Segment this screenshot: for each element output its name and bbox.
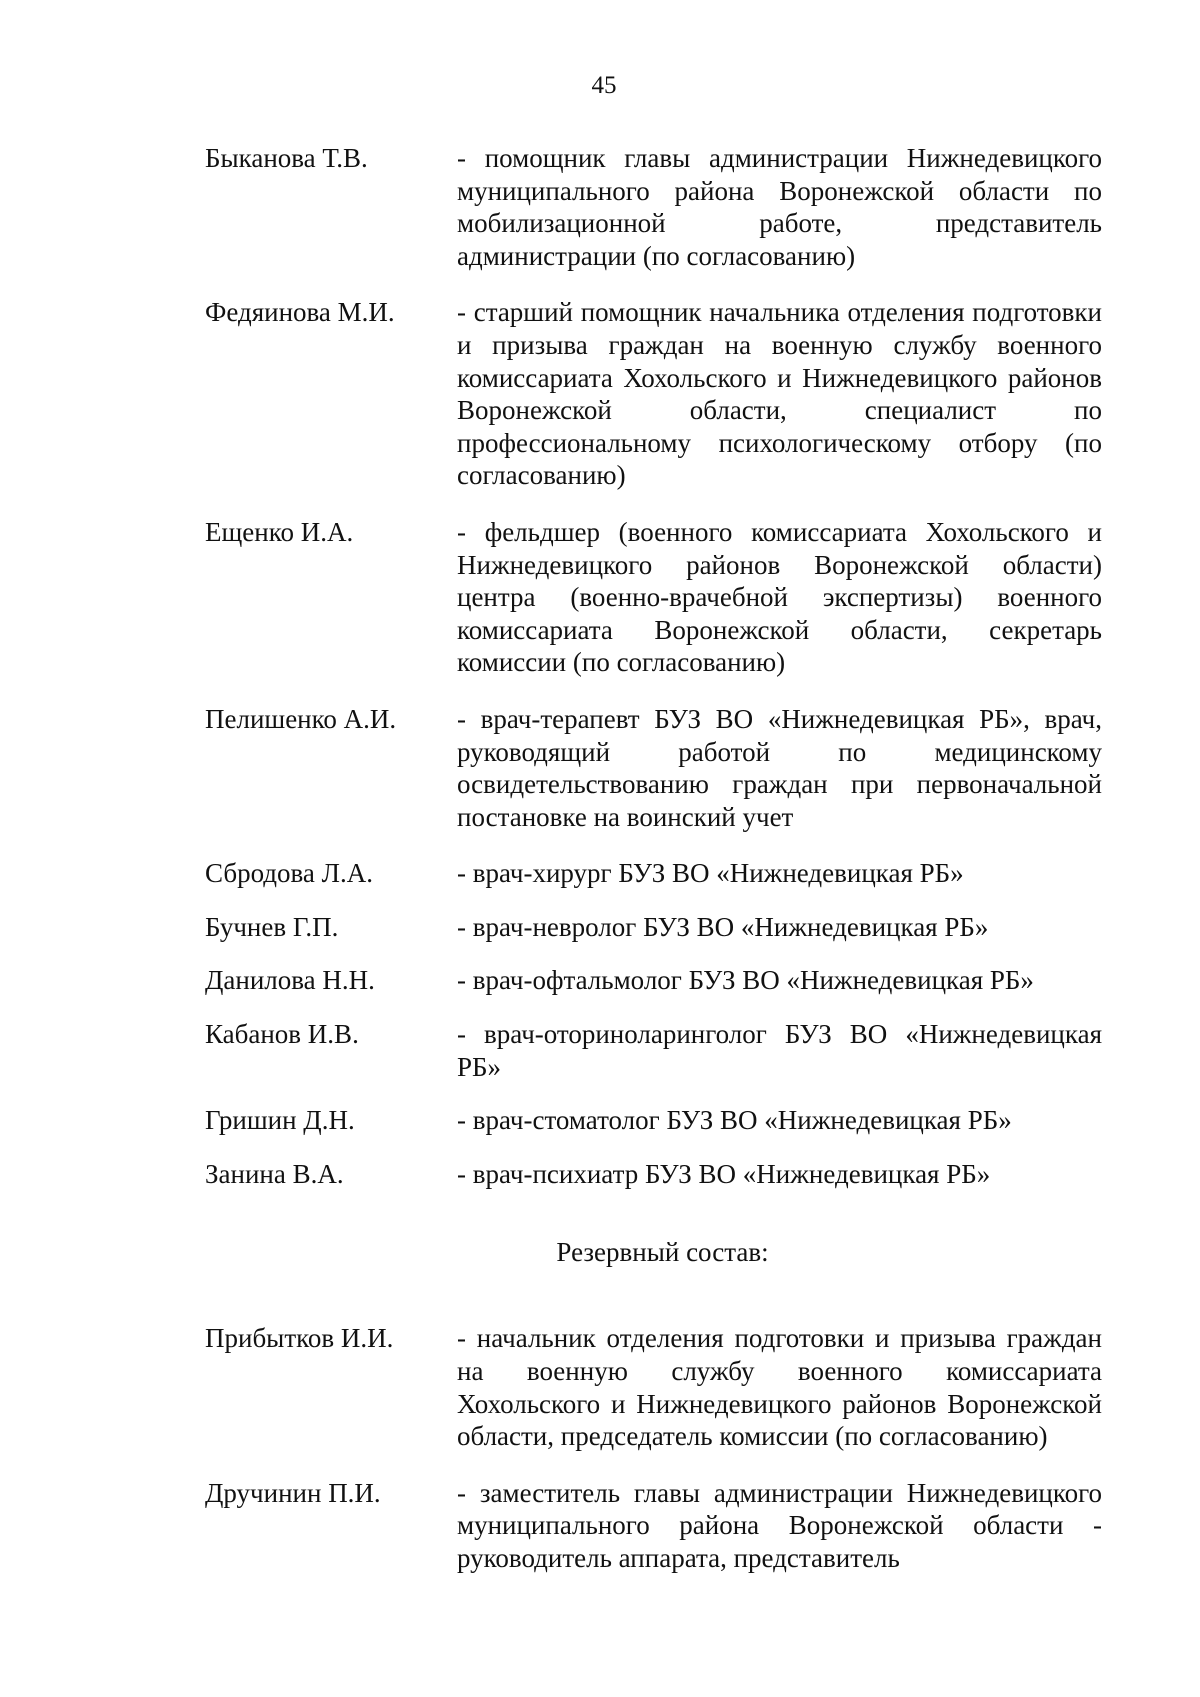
member-entry: [0, 516, 1200, 679]
member-name: Быканова Т.В.: [205, 143, 368, 173]
member-role: - фельдшер (военного комиссариата Хохольского и Нижнедевицкого районов Воронежской области) центра (военно-врачебной экспертизы) военного комиссариата Воронежской области, секретарь комиссии (по согласованию): [457, 516, 1102, 678]
member-entry: [0, 703, 1200, 833]
member-role: - помощник главы администрации Нижнедевицкого муниципального района Воронежской области по мобилизационной работе, представитель администрации (по согласованию): [457, 143, 1102, 271]
reserve-heading: Резервный состав:: [556, 1237, 769, 1268]
member-role: - врач-оториноларинголог БУЗ ВО «Нижнедевицкая РБ»: [457, 1019, 1102, 1082]
member-entry: [0, 911, 1200, 944]
member-name: Федяинова М.И.: [205, 297, 395, 328]
member-role: - врач-хирург БУЗ ВО «Нижнедевицкая РБ»: [457, 858, 964, 889]
member-name: Занина В.А.: [205, 1158, 344, 1189]
member-name: Сбродова Л.А.: [205, 858, 373, 889]
main-members-list: [0, 142, 1200, 1190]
reserve-member-entry: [0, 1477, 1200, 1575]
member-role: - старший помощник начальника отделения подготовки и призыва граждан на военную службу военного комиссариата Хохольского и Нижнедевицкого районов Воронежской области, специалист по профессиональному психологическому отбору (по согласованию): [457, 297, 1102, 491]
member-name: Бучнев Г.П.: [205, 911, 339, 942]
member-role: - заместитель главы администрации Нижнедевицкого муниципального района Воронежской области - руководитель аппарата, представитель: [457, 1477, 1102, 1573]
member-name: Данилова Н.Н.: [205, 965, 375, 996]
reserve-members-list: [0, 1322, 1200, 1574]
member-entry: [0, 1158, 1200, 1191]
member-role: - врач-стоматолог БУЗ ВО «Нижнедевицкая РБ»: [457, 1105, 1012, 1136]
member-entry: [0, 964, 1200, 997]
member-role: - врач-невролог БУЗ ВО «Нижнедевицкая РБ»: [457, 911, 989, 942]
page-number: 45: [591, 72, 617, 99]
member-role: - начальник отделения подготовки и призыва граждан на военную службу военного комиссариата Хохольского и Нижнедевицкого районов Воронежской области, председатель комиссии (по согласованию): [457, 1323, 1102, 1452]
member-entry: [0, 1018, 1200, 1083]
member-name: Ещенко И.А.: [205, 516, 354, 547]
member-name: Пелишенко А.И.: [205, 703, 397, 734]
member-name: Дручинин П.И.: [205, 1477, 381, 1508]
member-role: - врач-психиатр БУЗ ВО «Нижнедевицкая РБ»: [457, 1158, 991, 1189]
member-entry: [0, 857, 1200, 890]
member-role: - врач-офтальмолог БУЗ ВО «Нижнедевицкая РБ»: [457, 965, 1034, 996]
member-name: Прибытков И.И.: [205, 1323, 394, 1354]
member-entry: [0, 142, 1200, 272]
member-role: - врач-терапевт БУЗ ВО «Нижнедевицкая РБ», врач, руководящий работой по медицинскому освидетельствованию граждан при первоначальной постановке на воинский учет: [457, 703, 1102, 832]
reserve-member-entry: [0, 1322, 1200, 1452]
member-name: Кабанов И.В.: [205, 1019, 359, 1050]
member-entry: [0, 296, 1200, 492]
member-name: Гришин Д.Н.: [205, 1105, 355, 1136]
member-entry: [0, 1104, 1200, 1137]
